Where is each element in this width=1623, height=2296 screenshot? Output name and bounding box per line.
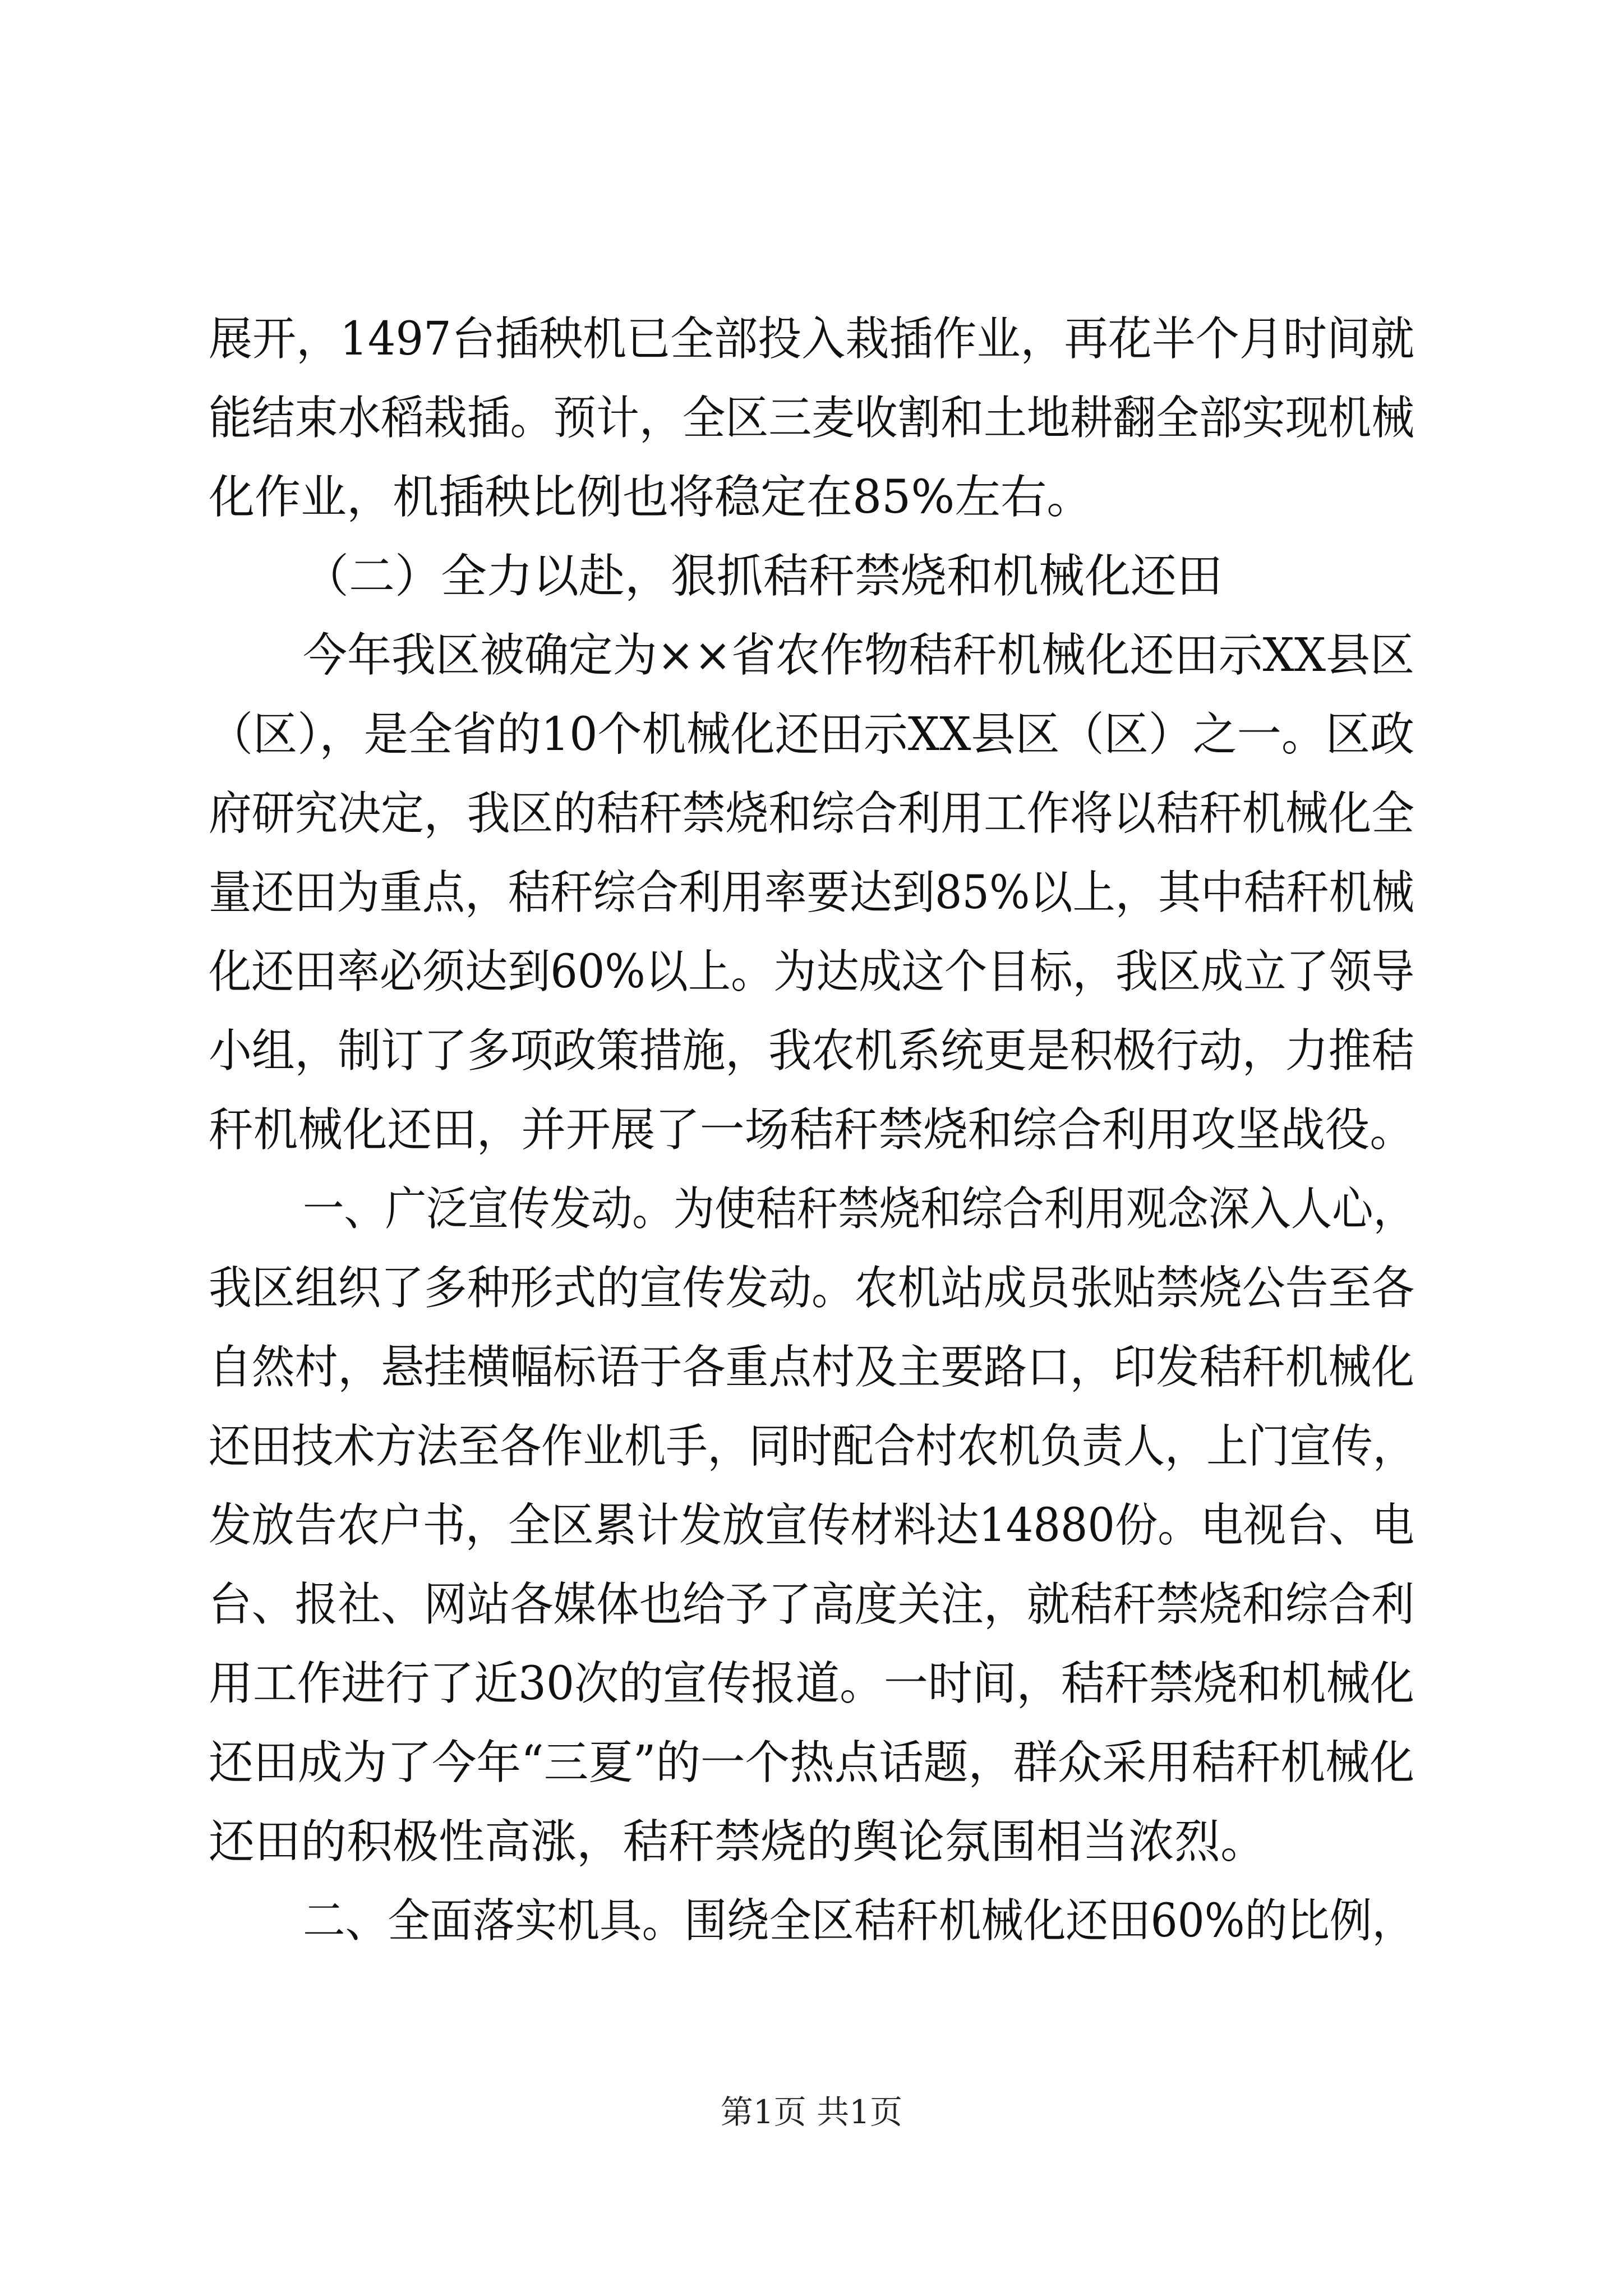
text-line-10: 小组，制订了多项政策措施，我农机系统更是积极行动，力推秸	[209, 1024, 1414, 1078]
text-line-15: 还田技术方法至各作业机手，同时配合村农机负责人，上门宣传，	[209, 1420, 1414, 1473]
text-line-11: 秆机械化还田，并开展了一场秸秆禁烧和综合利用攻坚战役。	[209, 1103, 1415, 1157]
text-line-9: 化还田率必须达到60%以上。为达成这个目标，我区成立了领导	[209, 945, 1414, 999]
text-line-12: 一、广泛宣传发动。为使秸秆禁烧和综合利用观念深入人心，	[303, 1182, 1414, 1236]
text-line-6: （区），是全省的10个机械化还田示XX县区（区）之一。区政	[209, 708, 1415, 761]
text-line-2: 能结束水稻栽插。预计，全区三麦收割和土地耕翻全部实现机械	[209, 392, 1414, 445]
text-line-20: 还田的积极性高涨，秸秆禁烧的舆论氛围相当浓烈。	[209, 1815, 1267, 1869]
text-line-21: 二、全面落实机具。围绕全区秸秆机械化还田60%的比例，	[303, 1894, 1414, 1948]
page-footer: 第1页 共1页	[720, 2093, 903, 2131]
text-line-3: 化作业，机插秧比例也将稳定在85%左右。	[209, 471, 1093, 524]
text-line-14: 自然村，悬挂横幅标语于各重点村及主要路口，印发秸秆机械化	[209, 1341, 1414, 1394]
text-line-5: 今年我区被确定为××省农作物秸秆机械化还田示XX县区	[303, 629, 1415, 682]
text-line-16: 发放告农户书，全区累计发放宣传材料达14880份。电视台、电	[209, 1499, 1415, 1552]
section-heading: （二）全力以赴，狠抓秸秆禁烧和机械化还田	[303, 550, 1223, 603]
text-line-17: 台、报社、网站各媒体也给予了高度关注，就秸秆禁烧和综合利	[209, 1578, 1414, 1631]
text-line-18: 用工作进行了近30次的宣传报道。一时间，秸秆禁烧和机械化	[209, 1657, 1415, 1710]
text-line-7: 府研究决定，我区的秸秆禁烧和综合利用工作将以秸秆机械化全	[209, 787, 1414, 840]
text-line-13: 我区组织了多种形式的宣传发动。农机站成员张贴禁烧公告至各	[209, 1262, 1414, 1315]
text-line-8: 量还田为重点，秸秆综合利用率要达到85%以上，其中秸秆机械	[209, 866, 1414, 919]
text-line-1: 展开，1497台插秧机已全部投入栽插作业，再花半个月时间就	[209, 312, 1415, 366]
text-line-19: 还田成为了今年“三夏”的一个热点话题，群众采用秸秆机械化	[209, 1736, 1415, 1789]
